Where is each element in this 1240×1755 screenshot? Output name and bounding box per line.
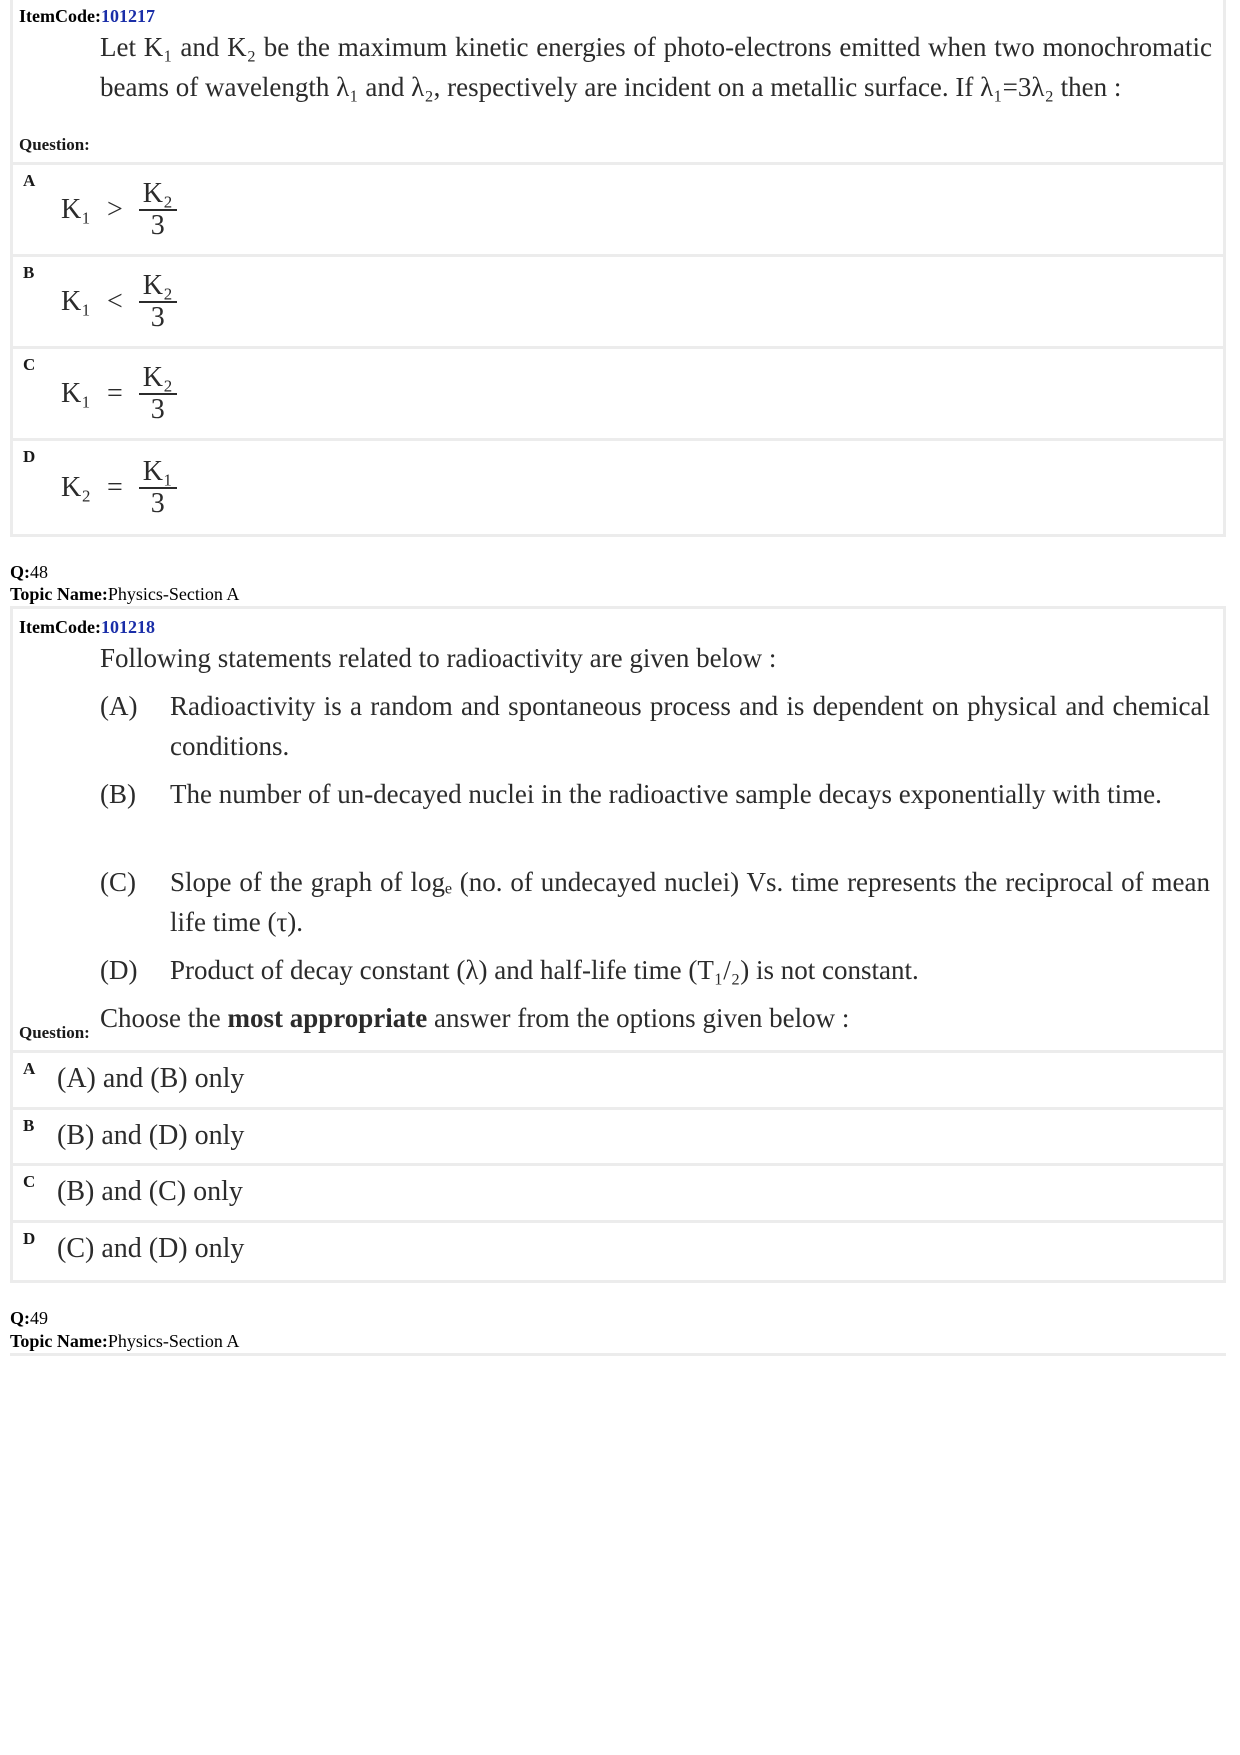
itemcode-value: 101217 [100, 6, 155, 26]
lhs: K₁ [61, 286, 91, 317]
numerator: K₂ [139, 271, 177, 303]
option-d[interactable] [10, 441, 1226, 537]
option-text: (A) and (B) only [57, 1063, 245, 1094]
option-letter: A [23, 1059, 36, 1078]
option-b[interactable] [10, 1110, 1226, 1166]
option-a-math [61, 175, 177, 245]
option-letter: D [23, 1229, 36, 1248]
topic-name: Physics-Section A [107, 584, 240, 604]
option-b[interactable] [10, 257, 1226, 349]
itemcode-value: 101218 [100, 617, 155, 637]
option-letter: A [23, 171, 36, 190]
question-number-49 [10, 1308, 48, 1329]
numerator: K₂ [139, 179, 177, 211]
option-letter: D [23, 447, 36, 466]
statement-label: (A) [100, 691, 138, 721]
denominator: 3 [150, 488, 165, 519]
question-48-intro: Following statements related to radioactivity are given below : [100, 643, 777, 673]
option-text: (C) and (D) only [57, 1233, 245, 1264]
topic-name: Physics-Section A [107, 1331, 240, 1351]
question-47-text [100, 27, 1212, 107]
option-a[interactable] [10, 1053, 1226, 1110]
operator: > [106, 194, 123, 225]
option-b-math [61, 267, 177, 337]
option-d-math [61, 453, 177, 523]
topic-label: Topic Name: [10, 1331, 108, 1351]
operator: = [106, 378, 123, 409]
option-letter: B [23, 1116, 35, 1135]
option-letter: C [23, 355, 36, 374]
statement-label: (C) [100, 867, 136, 897]
statement-text: The number of un-decayed nuclei in the radioactive sample decays exponentially with time. [170, 779, 1162, 809]
operator: = [106, 472, 123, 503]
question-label: Question: [19, 135, 90, 154]
numerator: K₂ [139, 363, 177, 395]
section-divider [10, 1353, 1226, 1356]
lhs: K₂ [61, 472, 91, 503]
topic-label: Topic Name: [10, 584, 108, 604]
denominator: 3 [150, 210, 165, 241]
option-letter: C [23, 1172, 36, 1191]
lhs: K₁ [61, 194, 91, 225]
topic-48 [10, 584, 239, 605]
choose-pre: Choose the [100, 1003, 228, 1033]
choose-bold: most appropriate [227, 1003, 428, 1033]
question-label: Question: [19, 1023, 90, 1042]
question-number-48 [10, 562, 48, 583]
q-number: 48 [30, 562, 48, 582]
denominator: 3 [150, 302, 165, 333]
lhs: K₁ [61, 378, 91, 409]
fraction [139, 457, 177, 519]
fraction [139, 363, 177, 425]
option-text: (B) and (D) only [57, 1120, 245, 1151]
choose-instruction [100, 998, 849, 1038]
choose-post: answer from the options given below : [427, 1003, 850, 1033]
statement-label: (D) [100, 955, 138, 985]
itemcode-label: ItemCode: [19, 617, 101, 637]
option-c-math [61, 359, 177, 429]
topic-49 [10, 1331, 239, 1352]
statement-text: Product of decay constant (λ) and half-life time (T₁/₂) is not constant. [170, 955, 919, 985]
operator: < [106, 286, 123, 317]
fraction [139, 179, 177, 241]
statement-text: Slope of the graph of logₑ (no. of undecayed nuclei) Vs. time represents the reciprocal of mean life time (τ). [170, 867, 1210, 937]
statement-label: (B) [100, 779, 136, 809]
option-d[interactable] [10, 1223, 1226, 1283]
q-label: Q: [10, 562, 30, 582]
itemcode-47 [19, 6, 155, 27]
q-label: Q: [10, 1308, 30, 1328]
itemcode-label: ItemCode: [19, 6, 101, 26]
option-c[interactable] [10, 349, 1226, 441]
statement-text: Radioactivity is a random and spontaneous process and is dependent on physical and chemical conditions. [170, 691, 1210, 761]
option-c[interactable] [10, 1166, 1226, 1223]
denominator: 3 [150, 394, 165, 425]
question-47-stem: Let K₁ and K₂ be the maximum kinetic energies of photo-electrons emitted when two monochromatic beams of wavelength λ₁ and λ₂, respectively are incident on a metallic surface. If λ₁=3λ₂ then : [100, 32, 1212, 102]
option-letter: B [23, 263, 35, 282]
itemcode-48 [19, 617, 155, 638]
numerator: K₁ [139, 457, 177, 489]
option-a[interactable] [10, 165, 1226, 257]
q-number: 49 [30, 1308, 48, 1328]
option-text: (B) and (C) only [57, 1176, 243, 1207]
fraction [139, 271, 177, 333]
